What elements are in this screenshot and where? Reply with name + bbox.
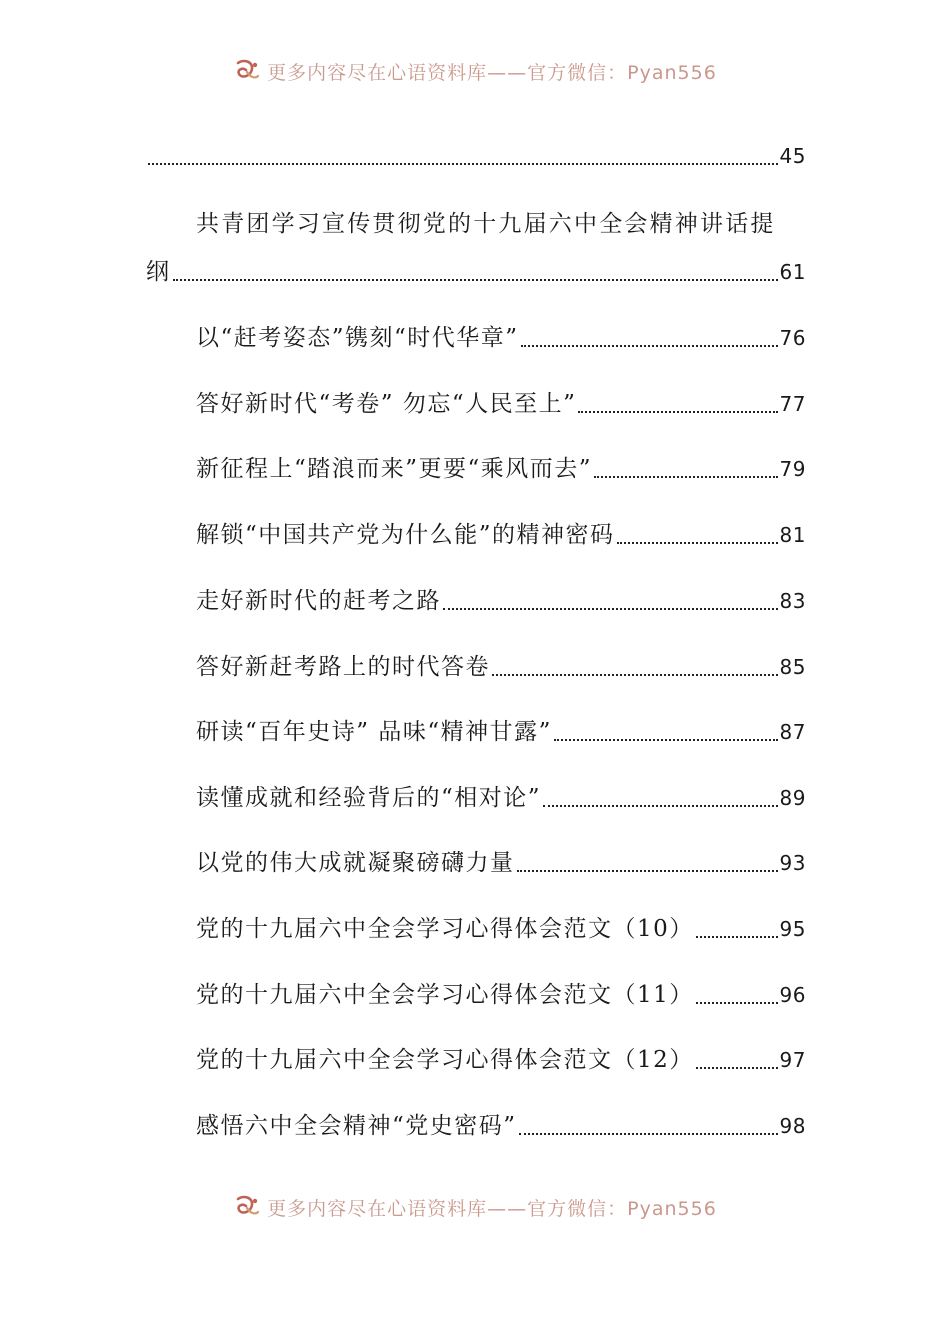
dot-leader [696,909,778,949]
toc-entry-page-number: 85 [779,655,806,679]
toc-entry[interactable] [196,581,806,621]
toc-entry[interactable] [196,975,806,1015]
toc-entry-page-number: 87 [779,720,806,744]
watermark-text: 更多内容尽在心语资料库——官方微信：Pyan556 [267,1197,717,1220]
brand-logo-icon [233,57,261,85]
toc-entry-title: 感悟六中全会精神“党史密码” [196,1113,517,1139]
dot-leader [543,778,778,818]
dot-leader [173,252,778,292]
toc-entry-title: 以党的伟大成就凝聚磅礴力量 [196,850,515,876]
toc-entry-page-number: 95 [779,917,806,941]
toc-entry[interactable] [196,909,806,949]
dot-leader [517,843,778,883]
dot-leader [696,975,778,1015]
toc-entry-title: 新征程上“踏浪而来”更要“乘风而去” [196,456,593,482]
toc-entry[interactable] [146,252,806,292]
footer-watermark [0,1192,950,1222]
toc-entry-title: 答好新赶考路上的时代答卷 [196,654,490,680]
toc-entry[interactable] [196,1040,806,1080]
toc-entry-title: 研读“百年史诗” 品味“精神甘露” [196,719,552,745]
toc-entry[interactable] [196,318,806,358]
toc-entry-page-number: 93 [779,851,806,875]
toc-entry[interactable] [196,1106,806,1146]
toc-entry-title: 答好新时代“考卷” 勿忘“人民至上” [196,391,577,417]
toc-entry-page-number: 45 [779,144,806,168]
toc-entry[interactable] [146,136,806,176]
dot-leader [696,1040,778,1080]
toc-entry-title: 党的十九届六中全会学习心得体会范文（10） [196,916,694,942]
dot-leader [148,136,778,176]
toc-entry-page-number: 61 [779,260,806,284]
toc-entry[interactable] [196,384,806,424]
toc-entry[interactable] [196,712,806,752]
toc-entry[interactable] [196,843,806,883]
toc-entry-title: 以“赶考姿态”镌刻“时代华章” [196,325,519,351]
toc-entry-page-number: 79 [779,457,806,481]
toc-entry[interactable] [196,515,806,555]
toc-entry-page-number: 77 [779,392,806,416]
toc-entry[interactable] [196,778,806,818]
toc-entry-page-number: 76 [779,326,806,350]
toc-entry-title: 纲 [146,259,171,285]
toc-entry-page-number: 89 [779,786,806,810]
dot-leader [617,515,778,555]
toc-entry-page-number: 98 [779,1114,806,1138]
toc-entry-page-number: 83 [779,589,806,613]
toc-entry-title: 读懂成就和经验背后的“相对论” [196,785,542,811]
dot-leader [578,384,777,424]
dot-leader [521,318,778,358]
watermark-text: 更多内容尽在心语资料库——官方微信：Pyan556 [267,61,717,84]
toc-entry[interactable] [196,449,806,489]
toc-entry-title: 党的十九届六中全会学习心得体会范文（11） [196,982,694,1008]
dot-leader [554,712,778,752]
toc-entry-page-number: 96 [779,983,806,1007]
toc-entry-title: 共青团学习宣传贯彻党的十九届六中全会精神讲话提 [196,211,776,237]
dot-leader [519,1106,778,1146]
dot-leader [492,647,778,687]
dot-leader [594,449,778,489]
toc-entry-title: 解锁“中国共产党为什么能”的精神密码 [196,522,615,548]
dot-leader [443,581,778,621]
toc-entry[interactable] [196,647,806,687]
toc-entry-title: 党的十九届六中全会学习心得体会范文（12） [196,1047,694,1073]
toc-entry-page-number: 81 [779,523,806,547]
toc-entry-title: 走好新时代的赶考之路 [196,588,441,614]
toc-entry-page-number: 97 [779,1048,806,1072]
toc-entry[interactable] [196,204,806,244]
brand-logo-icon [233,1193,261,1221]
header-watermark [0,56,950,86]
